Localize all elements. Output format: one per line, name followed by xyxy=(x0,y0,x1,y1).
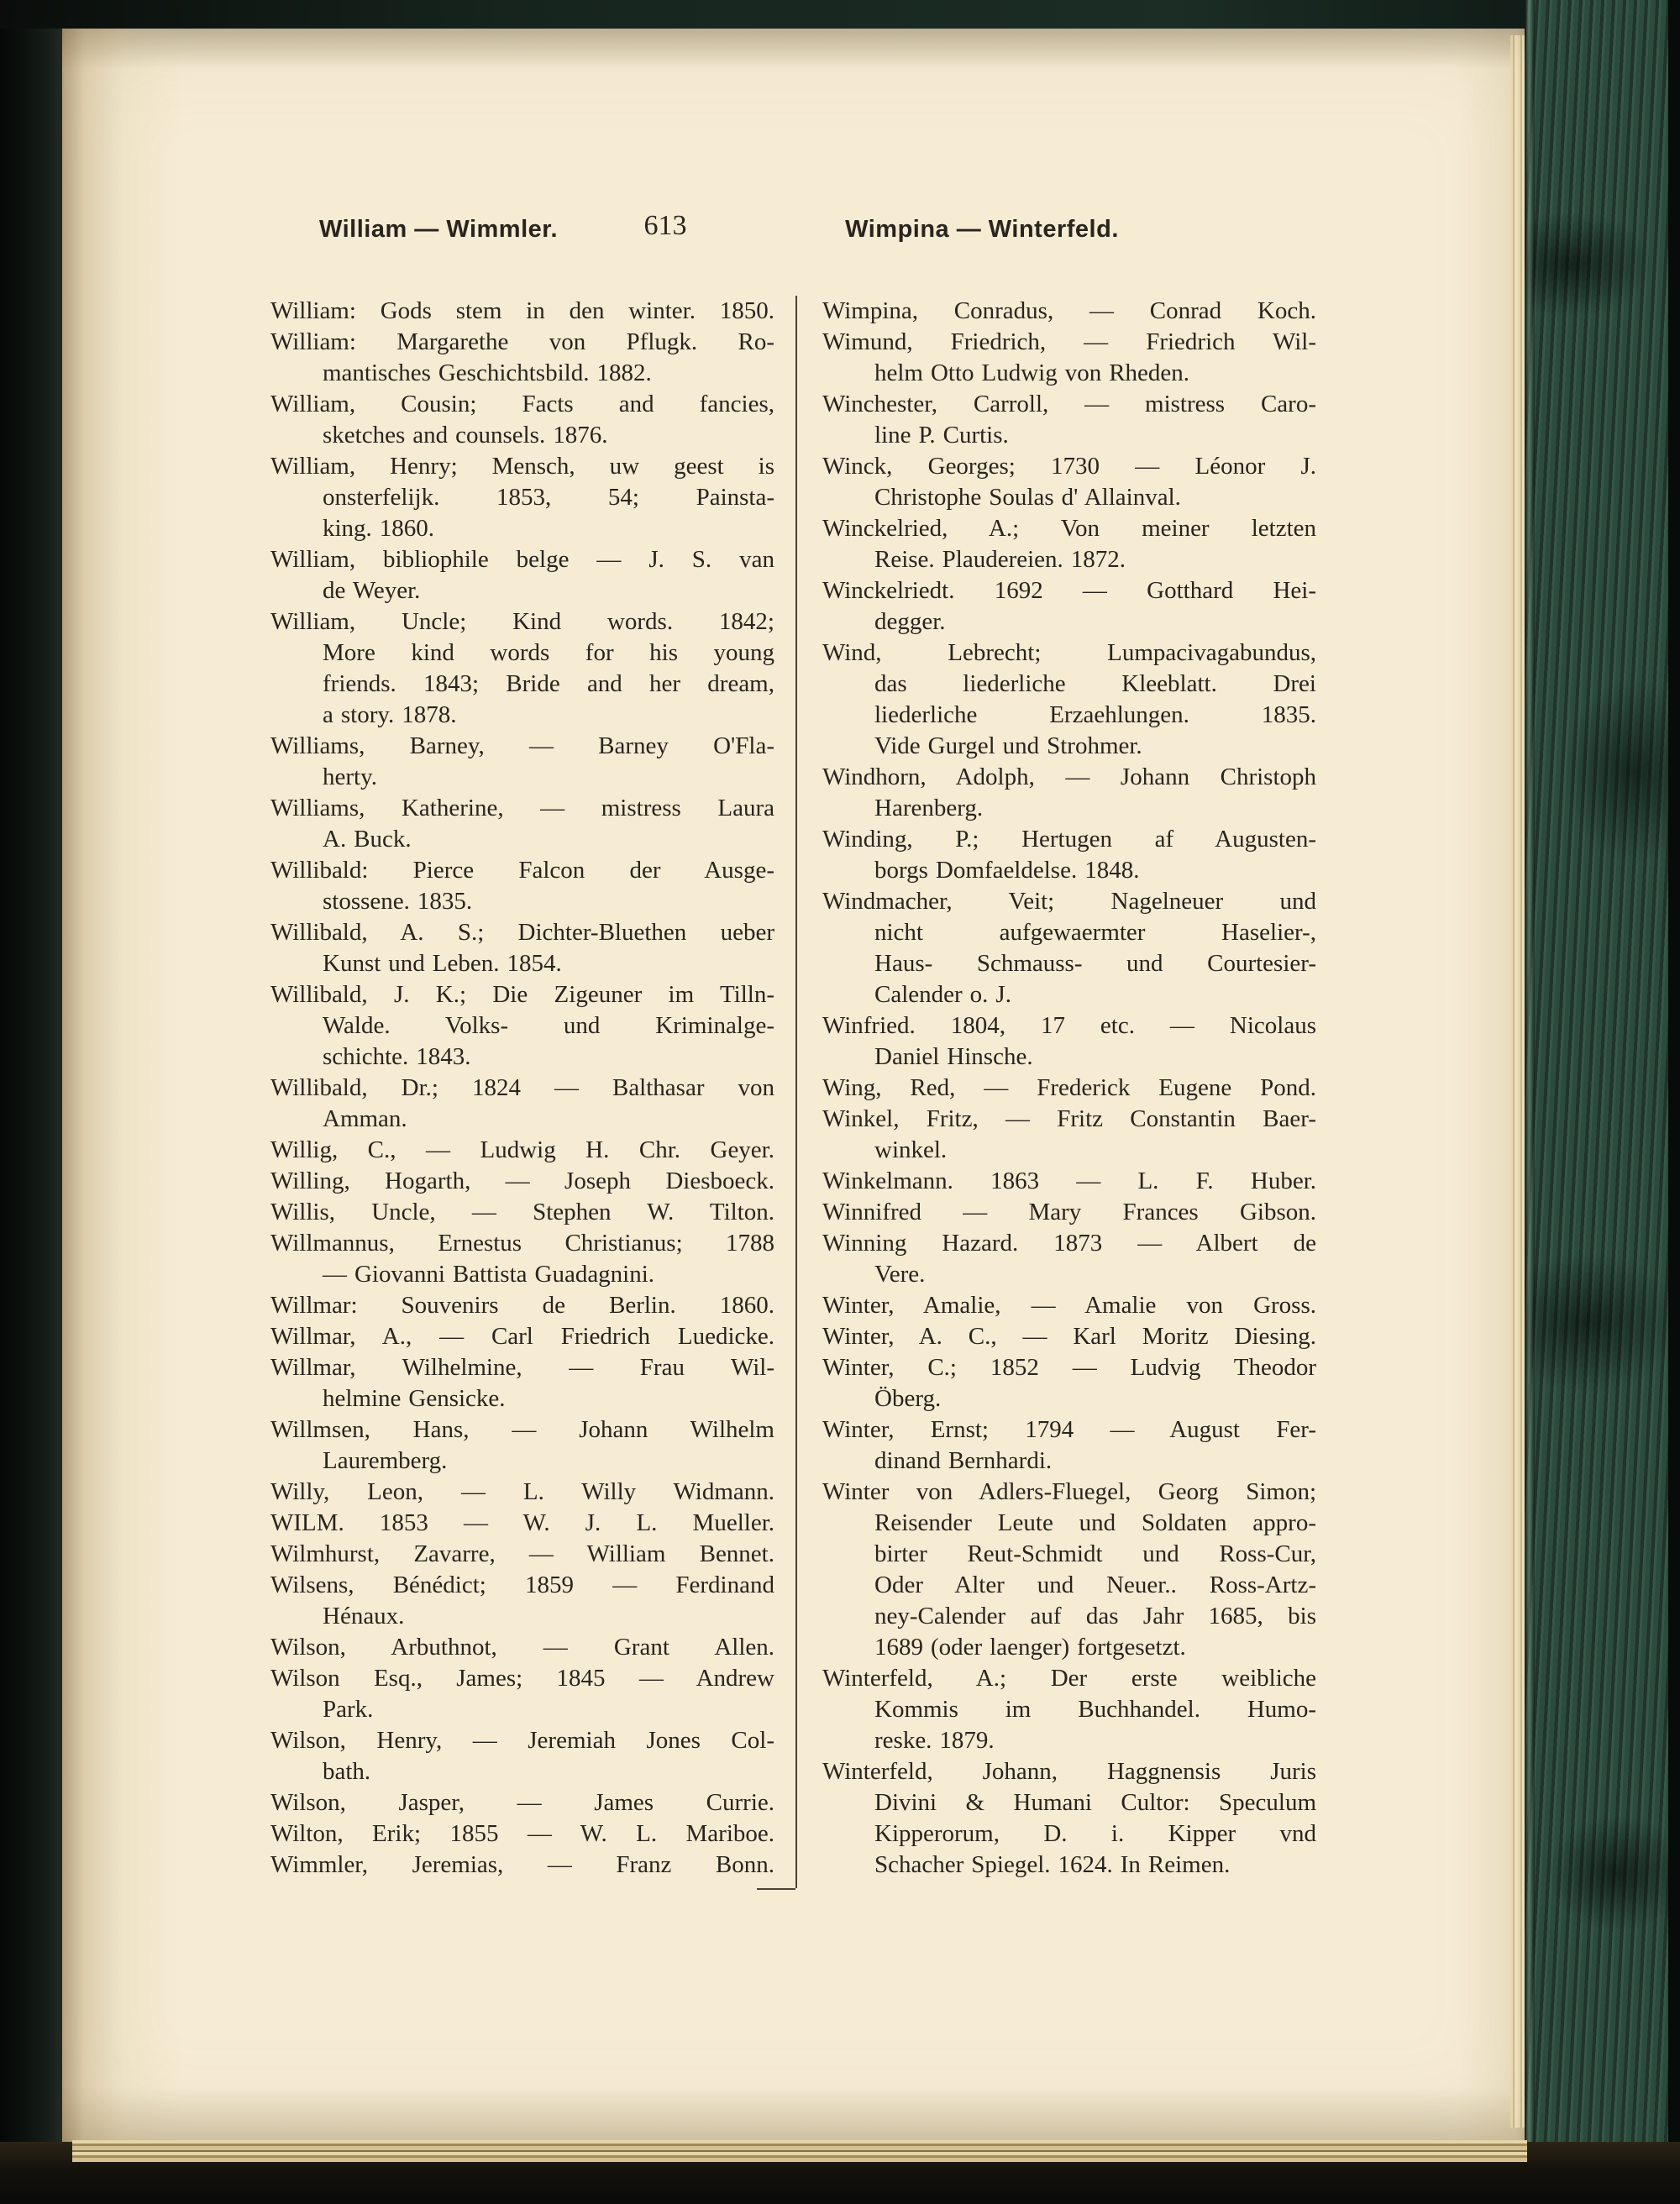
entry-line: Calender o. J. xyxy=(874,981,1011,1008)
book-cover-right xyxy=(1525,0,1680,2204)
index-entry xyxy=(822,1073,1316,1104)
entry-line: bath. xyxy=(323,1758,371,1785)
entry-line: Wimmler, Jeremias, — Franz Bonn. xyxy=(270,1851,774,1878)
entry-line: Winding, P.; Hertugen af Augusten- xyxy=(822,826,1316,853)
index-entry xyxy=(270,1787,774,1818)
running-head-left: William — Wimmler. xyxy=(318,216,559,243)
index-entry xyxy=(822,886,1316,1010)
entry-line: Christophe Soulas d' Allainval. xyxy=(874,484,1181,511)
entry-line: William, Cousin; Facts and fancies, xyxy=(270,391,774,417)
entry-line: Willibald, A. S.; Dichter-Bluethen ueber xyxy=(270,919,774,946)
entry-line: Willis, Uncle, — Stephen W. Tilton. xyxy=(270,1199,774,1225)
page-number: 613 xyxy=(643,210,687,241)
entry-line: Winck, Georges; 1730 — Léonor J. xyxy=(822,453,1316,480)
entry-line: mantisches Geschichtsbild. 1882. xyxy=(323,359,652,386)
entry-line: king. 1860. xyxy=(323,515,435,542)
entry-line: Winter, C.; 1852 — Ludvig Theodor xyxy=(822,1354,1316,1381)
book-cover-top-edge xyxy=(0,0,1680,29)
entry-line: ney-Calender auf das Jahr 1685, bis xyxy=(874,1603,1316,1629)
entry-line: Winning Hazard. 1873 — Albert de xyxy=(822,1230,1316,1257)
index-entry xyxy=(822,1477,1316,1663)
index-entry xyxy=(270,1290,774,1321)
index-entry xyxy=(270,793,774,855)
entry-line: Willmar, Wilhelmine, — Frau Wil- xyxy=(270,1354,774,1381)
index-entry xyxy=(822,513,1316,575)
entry-line: Winter von Adlers-Fluegel, Georg Simon; xyxy=(822,1478,1316,1505)
index-entry xyxy=(270,731,774,793)
entry-line: Wilton, Erik; 1855 — W. L. Mariboe. xyxy=(270,1820,774,1847)
entry-line: friends. 1843; Bride and her dream, xyxy=(323,670,774,697)
index-entry xyxy=(270,606,774,731)
index-entry xyxy=(270,1477,774,1508)
entry-line: William, Uncle; Kind words. 1842; xyxy=(270,608,774,635)
entry-line: Willibald, Dr.; 1824 — Balthasar von xyxy=(270,1074,774,1101)
index-entry xyxy=(822,575,1316,638)
entry-line: Lauremberg. xyxy=(323,1447,448,1474)
index-entry xyxy=(270,1663,774,1725)
index-entry xyxy=(270,296,774,327)
left-column xyxy=(270,296,774,1881)
entry-line: stossene. 1835. xyxy=(323,888,473,915)
entry-line: Wilson, Arbuthnot, — Grant Allen. xyxy=(270,1634,774,1661)
entry-line: Winfried. 1804, 17 etc. — Nicolaus xyxy=(822,1012,1316,1039)
index-entry xyxy=(270,1321,774,1352)
index-entry xyxy=(270,1228,774,1290)
entry-line: Winkelmann. 1863 — L. F. Huber. xyxy=(822,1168,1316,1194)
entry-line: Windmacher, Veit; Nagelneuer und xyxy=(822,888,1316,915)
entry-line: a story. 1878. xyxy=(323,701,457,728)
entry-line: Winchester, Carroll, — mistress Caro- xyxy=(822,391,1316,417)
index-entry xyxy=(270,1570,774,1632)
index-entry xyxy=(270,1197,774,1228)
entry-line: Kommis im Buchhandel. Humo- xyxy=(874,1696,1316,1723)
entry-line: Wind, Lebrecht; Lumpacivagabundus, xyxy=(822,639,1316,666)
index-entry xyxy=(822,1414,1316,1477)
index-entry xyxy=(822,824,1316,886)
index-entry xyxy=(270,855,774,917)
entry-line: Öberg. xyxy=(874,1385,942,1412)
index-entry xyxy=(822,1104,1316,1166)
entry-line: Walde. Volks- und Kriminalge- xyxy=(323,1012,774,1039)
entry-line: Winkel, Fritz, — Fritz Constantin Baer- xyxy=(822,1105,1316,1132)
entry-line: sketches and counsels. 1876. xyxy=(323,422,608,449)
index-entry xyxy=(270,1632,774,1663)
entry-line: Winter, Ernst; 1794 — August Fer- xyxy=(822,1416,1316,1443)
entry-line: Reise. Plaudereien. 1872. xyxy=(874,546,1126,573)
entry-line: Wilsens, Bénédict; 1859 — Ferdinand xyxy=(270,1572,774,1598)
entry-line: William, bibliophile belge — J. S. van xyxy=(270,546,774,573)
index-entry xyxy=(270,389,774,451)
entry-line: Winterfeld, A.; Der erste weibliche xyxy=(822,1665,1316,1692)
index-entry xyxy=(270,1166,774,1197)
entry-line: Windhorn, Adolph, — Johann Christoph xyxy=(822,764,1316,790)
entry-line: degger. xyxy=(874,608,946,635)
entry-line: Williams, Barney, — Barney O'Fla- xyxy=(270,732,774,759)
entry-line: William: Margarethe von Pflugk. Ro- xyxy=(270,328,774,355)
entry-line: Amman. xyxy=(323,1105,407,1132)
entry-line: Willibald: Pierce Falcon der Ausge- xyxy=(270,857,774,884)
index-entry xyxy=(270,327,774,389)
entry-line: Winnifred — Mary Frances Gibson. xyxy=(822,1199,1316,1225)
entry-line: Wilson, Jasper, — James Currie. xyxy=(270,1789,774,1816)
entry-line: Winter, Amalie, — Amalie von Gross. xyxy=(822,1292,1316,1319)
index-entry xyxy=(270,1539,774,1570)
index-entry xyxy=(822,1197,1316,1228)
entry-line: Williams, Katherine, — mistress Laura xyxy=(270,795,774,821)
entry-line: Willmar, A., — Carl Friedrich Luedicke. xyxy=(270,1323,774,1350)
entry-line: Harenberg. xyxy=(874,795,984,821)
entry-line: Willmannus, Ernestus Christianus; 1788 xyxy=(270,1230,774,1257)
entry-line: Divini & Humani Cultor: Speculum xyxy=(874,1789,1316,1816)
index-entry xyxy=(270,1508,774,1539)
entry-line: Hénaux. xyxy=(323,1603,405,1629)
entry-line: Wimund, Friedrich, — Friedrich Wil- xyxy=(822,328,1316,355)
entry-line: Willing, Hogarth, — Joseph Diesboeck. xyxy=(270,1168,774,1194)
entry-line: nicht aufgewaermter Haselier-, xyxy=(874,919,1316,946)
index-entry xyxy=(822,327,1316,389)
entry-line: Winckelried, A.; Von meiner letzten xyxy=(822,515,1316,542)
entry-line: helm Otto Ludwig von Rheden. xyxy=(874,359,1190,386)
entry-line: Willy, Leon, — L. Willy Widmann. xyxy=(270,1478,774,1505)
entry-line: Wilson, Henry, — Jeremiah Jones Col- xyxy=(270,1727,774,1754)
entry-line: Willmsen, Hans, — Johann Wilhelm xyxy=(270,1416,774,1443)
entry-line: Wilmhurst, Zavarre, — William Bennet. xyxy=(270,1540,774,1567)
book-cover-left-edge xyxy=(0,0,62,2204)
entry-line: schichte. 1843. xyxy=(323,1043,471,1070)
entry-line: Wilson Esq., James; 1845 — Andrew xyxy=(270,1665,774,1692)
entry-line: A. Buck. xyxy=(323,826,412,853)
index-entry xyxy=(270,917,774,979)
entry-line: Daniel Hinsche. xyxy=(874,1043,1033,1070)
entry-line: birter Reut-Schmidt und Ross-Cur, xyxy=(874,1540,1316,1567)
entry-line: winkel. xyxy=(874,1136,948,1163)
index-entry xyxy=(822,1352,1316,1414)
entry-line: 1689 (oder laenger) fortgesetzt. xyxy=(874,1634,1186,1661)
index-entry xyxy=(822,1756,1316,1881)
index-entry xyxy=(822,296,1316,327)
right-column xyxy=(822,296,1316,1881)
entry-line: Park. xyxy=(323,1696,374,1723)
entry-line: Haus- Schmauss- und Courtesier- xyxy=(874,950,1316,977)
entry-line: Schacher Spiegel. 1624. In Reimen. xyxy=(874,1851,1231,1878)
entry-line: Willig, C., — Ludwig H. Chr. Geyer. xyxy=(270,1136,774,1163)
entry-line: Winckelriedt. 1692 — Gotthard Hei- xyxy=(822,577,1316,604)
entry-line: Oder Alter und Neuer.. Ross-Artz- xyxy=(874,1572,1316,1598)
entry-line: — Giovanni Battista Guadagnini. xyxy=(323,1261,655,1288)
entry-line: Wimpina, Conradus, — Conrad Koch. xyxy=(822,297,1316,324)
index-entry xyxy=(822,762,1316,824)
entry-line: Winterfeld, Johann, Haggnensis Juris xyxy=(822,1758,1316,1785)
index-entry xyxy=(822,1290,1316,1321)
index-entry xyxy=(822,1663,1316,1756)
index-entry xyxy=(270,1818,774,1850)
index-entry xyxy=(270,979,774,1073)
entry-line: William: Gods stem in den winter. 1850. xyxy=(270,297,774,324)
entry-line: Wing, Red, — Frederick Eugene Pond. xyxy=(822,1074,1316,1101)
entry-line: onsterfelijk. 1853, 54; Painsta- xyxy=(323,484,774,511)
entry-line: Winter, A. C., — Karl Moritz Diesing. xyxy=(822,1323,1316,1350)
index-entry xyxy=(270,1414,774,1477)
index-entry xyxy=(270,1352,774,1414)
running-head-right: Wimpina — Winterfeld. xyxy=(845,216,1119,243)
entry-line: Willibald, J. K.; Die Zigeuner im Tilln- xyxy=(270,981,774,1008)
entry-line: herty. xyxy=(323,764,377,790)
index-entry xyxy=(822,638,1316,762)
entry-line: de Weyer. xyxy=(323,577,421,604)
entry-line: William, Henry; Mensch, uw geest is xyxy=(270,453,774,480)
entry-line: dinand Bernhardi. xyxy=(874,1447,1053,1474)
entry-line: line P. Curtis. xyxy=(874,422,1009,449)
page-edge-stack xyxy=(72,2140,1527,2162)
entry-line: Vide Gurgel und Strohmer. xyxy=(874,732,1142,759)
index-entry xyxy=(822,1166,1316,1197)
index-entry xyxy=(822,1010,1316,1073)
entry-line: More kind words for his young xyxy=(323,639,774,666)
index-entry xyxy=(822,1321,1316,1352)
entry-line: Kipperorum, D. i. Kipper vnd xyxy=(874,1820,1316,1847)
index-entry xyxy=(270,1135,774,1166)
index-entry xyxy=(270,1073,774,1135)
entry-line: Kunst und Leben. 1854. xyxy=(323,950,562,977)
entry-line: Vere. xyxy=(874,1261,926,1288)
index-entry xyxy=(822,1228,1316,1290)
entry-line: Willmar: Souvenirs de Berlin. 1860. xyxy=(270,1292,774,1319)
entry-line: liederliche Erzaehlungen. 1835. xyxy=(874,701,1316,728)
index-entry xyxy=(270,451,774,544)
index-entry xyxy=(270,544,774,606)
entry-line: reske. 1879. xyxy=(874,1727,995,1754)
column-divider-rule xyxy=(795,296,797,1888)
entry-line: WILM. 1853 — W. J. L. Mueller. xyxy=(270,1509,774,1536)
entry-line: helmine Gensicke. xyxy=(323,1385,506,1412)
entry-line: das liederliche Kleeblatt. Drei xyxy=(874,670,1316,697)
entry-line: borgs Domfaeldelse. 1848. xyxy=(874,857,1140,884)
index-entry xyxy=(270,1850,774,1881)
entry-line: Reisender Leute und Soldaten appro- xyxy=(874,1509,1316,1536)
index-entry xyxy=(822,451,1316,513)
index-entry xyxy=(270,1725,774,1787)
index-entry xyxy=(822,389,1316,451)
